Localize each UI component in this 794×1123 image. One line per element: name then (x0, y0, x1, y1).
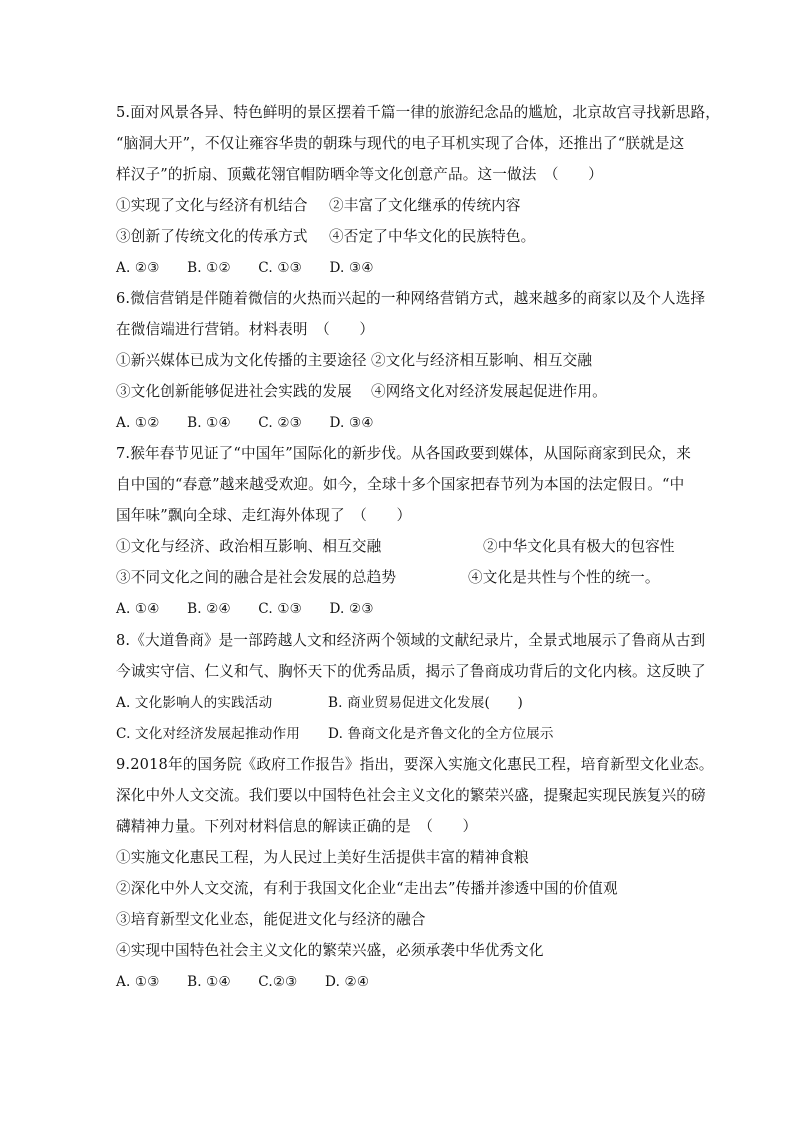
question-9-answer-choices: A. ①③ B. ①④ C.②③ D. ②④ (116, 974, 370, 990)
question-5-line-2: “脑洞大开”，不仅让雍容华贵的朝珠与现代的电子耳机实现了合体，还推出了“朕就是这 (116, 135, 685, 152)
question-6-option-3: ③文化创新能够促进社会实践的发展 (116, 383, 352, 400)
question-5-options-row-1 (116, 196, 676, 216)
question-8-option-d: D. 鲁商文化是齐鲁文化的全方位展示 (328, 726, 554, 742)
question-5-option-2: ②丰富了文化继承的传统内容 (329, 197, 521, 214)
question-9-line-1: 9.2018年的国务院《政府工作报告》指出，要深入实施文化惠民工程，培育新型文化业态。 (116, 756, 714, 773)
question-6-option-1: ①新兴媒体已成为文化传播的主要途径 (116, 352, 367, 369)
question-5-line-3: 样汉子”的折扇、顶戴花翎官帽防晒伞等文化创意产品。这一做法 （ ） (116, 166, 603, 183)
question-9-statement-1: ①实施文化惠民工程，为人民过上美好生活提供丰富的精神食粮 (116, 849, 529, 866)
question-9-statement-3: ③培育新型文化业态，能促进文化与经济的融合 (116, 911, 426, 928)
question-9-line-3: 礴精神力量。下列对材料信息的解读正确的是 （ ） (116, 818, 478, 835)
question-7-option-4: ④文化是共性与个性的统一。 (468, 569, 660, 586)
question-9-line-2: 深化中外人文交流。我们要以中国特色社会主义文化的繁荣兴盛，提聚起实现民族复兴的磅 (116, 787, 706, 804)
question-7-options-row-1 (116, 537, 676, 557)
question-5-option-3: ③创新了传统文化的传承方式 (116, 228, 308, 245)
question-7-answer-choices: A. ①④ B. ②④ C. ①③ D. ②③ (116, 601, 374, 617)
question-6-line-1: 6.微信营销是伴随着微信的火热而兴起的一种网络营销方式，越来越多的商家以及个人选择 (116, 290, 706, 307)
question-7-line-1: 7.猴年春节见证了“中国年”国际化的新步伐。从各国政要到媒体，从国际商家到民众，来 (116, 445, 691, 462)
question-7-options-row-2 (116, 568, 676, 588)
question-6-answer-choices: A. ①② B. ①④ C. ②③ D. ③④ (116, 415, 374, 431)
question-8-options-row-1 (116, 693, 676, 713)
question-8-line-1: 8.《大道鲁商》是一部跨越人文和经济两个领域的文献纪录片，全景式地展示了鲁商从古到 (116, 632, 706, 649)
question-8-line-2: 今诚实守信、仁义和气、胸怀天下的优秀品质，揭示了鲁商成功背后的文化内核。这反映了 (116, 663, 706, 680)
question-7-option-1: ①文化与经济、政治相互影响、相互交融 (116, 538, 382, 555)
question-9-statement-2: ②深化中外人文交流，有利于我国文化企业“走出去”传播并渗透中国的价值观 (116, 880, 618, 897)
question-5-option-4: ④否定了中华文化的民族特色。 (329, 228, 536, 245)
question-8-options-row-2 (116, 724, 676, 744)
question-7-option-3: ③不同文化之间的融合是社会发展的总趋势 (116, 569, 397, 586)
question-7-line-2: 自中国的“春意”越来越受欢迎。如今，全球十多个国家把春节列为本国的法定假日。“中 (116, 476, 685, 493)
question-6-line-2: 在微信端进行营销。材料表明 （ ） (116, 321, 375, 338)
question-8-option-b: B. 商业贸易促进文化发展( ) (328, 695, 523, 711)
question-9-statement-4: ④实现中国特色社会主义文化的繁荣兴盛，必须承袭中华优秀文化 (116, 942, 544, 959)
question-5-option-1: ①实现了文化与经济有机结合 (116, 197, 308, 214)
question-6-options-row-2 (116, 382, 676, 402)
question-8-option-a: A. 文化影响人的实践活动 (116, 695, 273, 711)
question-5-options-row-2 (116, 227, 676, 247)
question-6-option-4: ④网络文化对经济发展起促进作用。 (371, 383, 607, 400)
question-6-options-row-1 (116, 351, 676, 371)
question-5-answer-choices: A. ②③ B. ①② C. ①③ D. ③④ (116, 260, 374, 276)
question-6-option-2: ②文化与经济相互影响、相互交融 (371, 352, 593, 369)
question-7-line-3: 国年味”飘向全球、走红海外体现了 （ ） (116, 507, 412, 524)
question-5-line-1: 5.面对风景各异、特色鲜明的景区摆着千篇一律的旅游纪念品的尴尬，北京故宫寻找新思路， (116, 104, 720, 121)
question-7-option-2: ②中华文化具有极大的包容性 (483, 538, 675, 555)
question-8-option-c: C. 文化对经济发展起推动作用 (116, 726, 300, 742)
